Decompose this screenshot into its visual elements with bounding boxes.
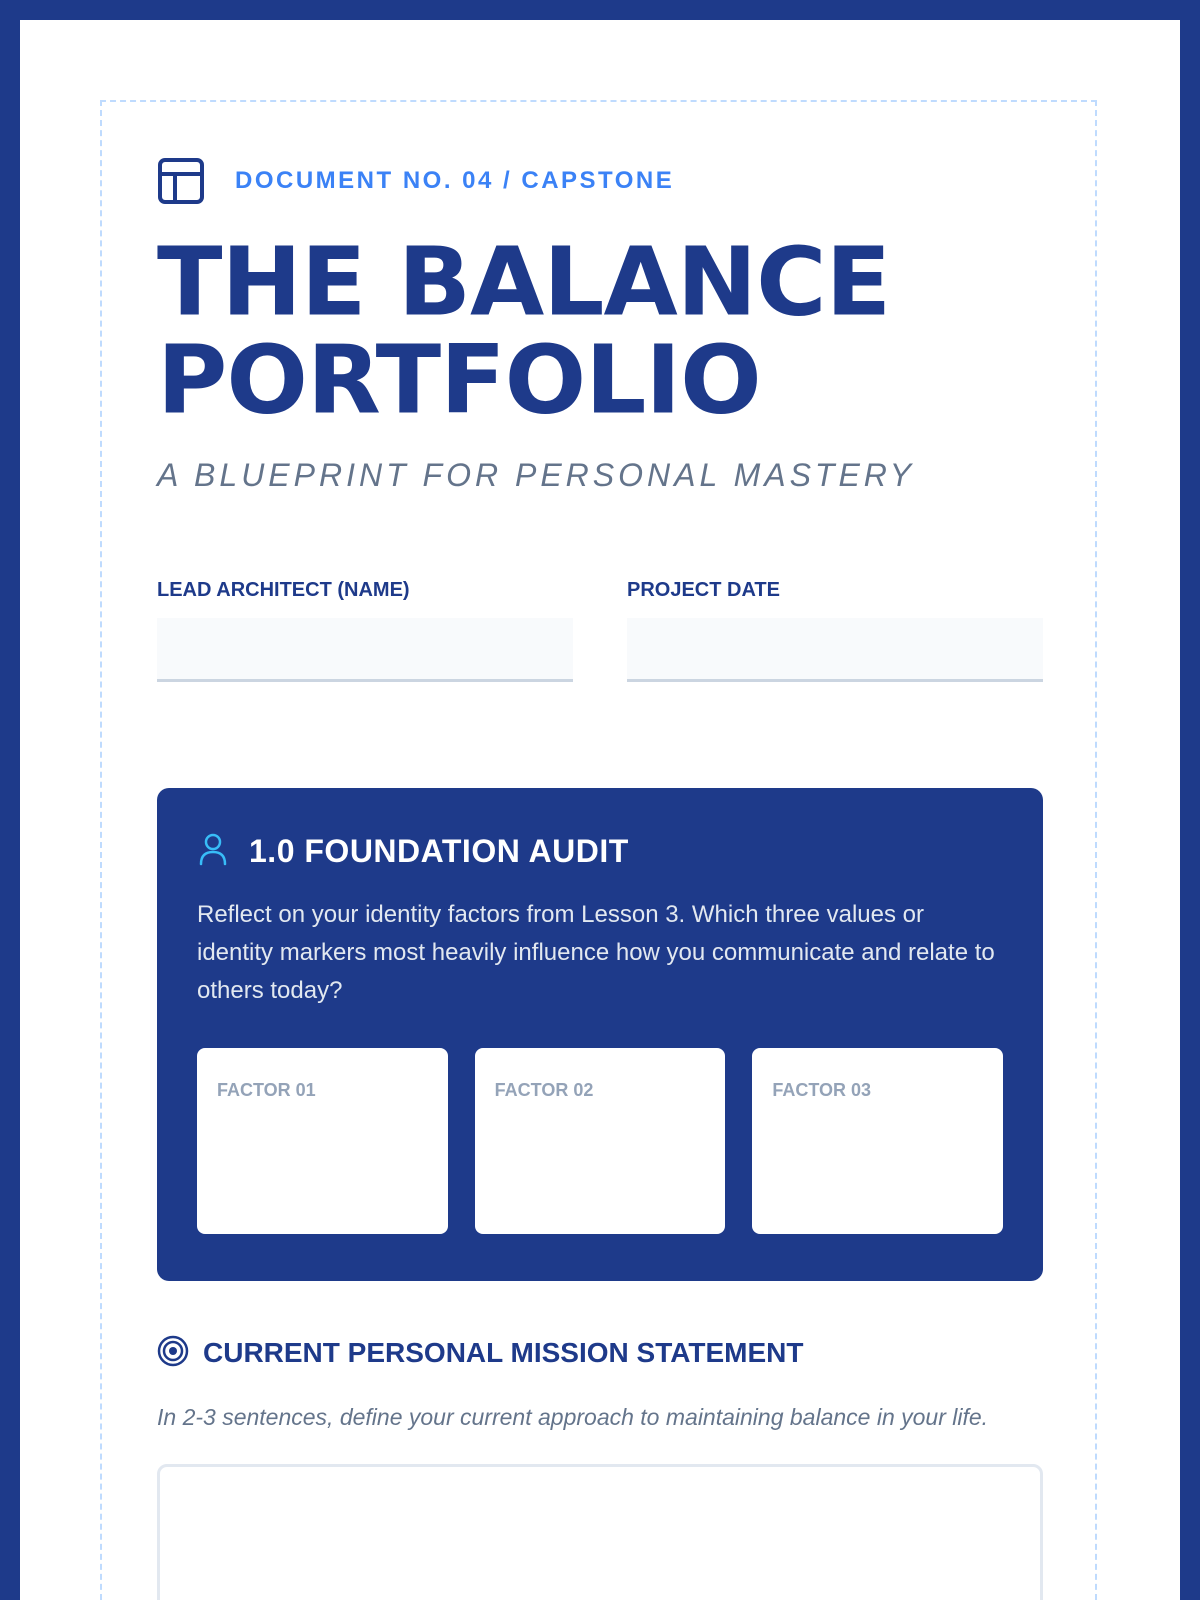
title-line-2: PORTFOLIO xyxy=(157,325,761,435)
mission-header xyxy=(157,1331,1043,1375)
name-field-group xyxy=(157,578,573,682)
factor-cards xyxy=(197,1048,1003,1234)
audit-header xyxy=(197,828,1003,874)
document-header-row xyxy=(157,157,1043,205)
layout-icon xyxy=(157,157,205,205)
document-number-label: DOCUMENT NO. 04 / CAPSTONE xyxy=(235,167,675,194)
document-content xyxy=(157,157,1043,1600)
factor-label: FACTOR 03 xyxy=(772,1080,872,1100)
foundation-audit-section xyxy=(157,788,1043,1281)
mission-statement-input[interactable] xyxy=(157,1464,1043,1600)
document-page xyxy=(20,20,1180,1600)
date-field-label: PROJECT DATE xyxy=(627,579,780,601)
factor-card-03[interactable] xyxy=(752,1048,1003,1234)
audit-prompt: Reflect on your identity factors from Lesson 3. Which three values or identity markers most heavily influence how you communicate and relate to others today? xyxy=(197,901,995,1004)
audit-title: 1.0 FOUNDATION AUDIT xyxy=(249,832,629,869)
user-icon xyxy=(197,832,229,871)
info-fields xyxy=(157,578,1043,682)
factor-label: FACTOR 02 xyxy=(494,1080,594,1100)
date-input[interactable] xyxy=(627,618,1043,682)
date-field-group xyxy=(627,578,1043,682)
mission-instructions: In 2-3 sentences, define your current approach to maintaining balance in your life. xyxy=(157,1404,989,1430)
factor-card-02[interactable] xyxy=(475,1048,726,1234)
page-title xyxy=(157,227,1043,435)
factor-card-01[interactable] xyxy=(197,1048,448,1234)
target-icon xyxy=(157,1335,189,1372)
title-line-1: THE BALANCE xyxy=(157,227,891,337)
page-subtitle: A BLUEPRINT FOR PERSONAL MASTERY xyxy=(157,457,916,493)
mission-title: CURRENT PERSONAL MISSION STATEMENT xyxy=(203,1337,804,1368)
name-field-label: LEAD ARCHITECT (NAME) xyxy=(157,579,410,601)
name-input[interactable] xyxy=(157,618,573,682)
factor-label: FACTOR 01 xyxy=(217,1080,316,1100)
